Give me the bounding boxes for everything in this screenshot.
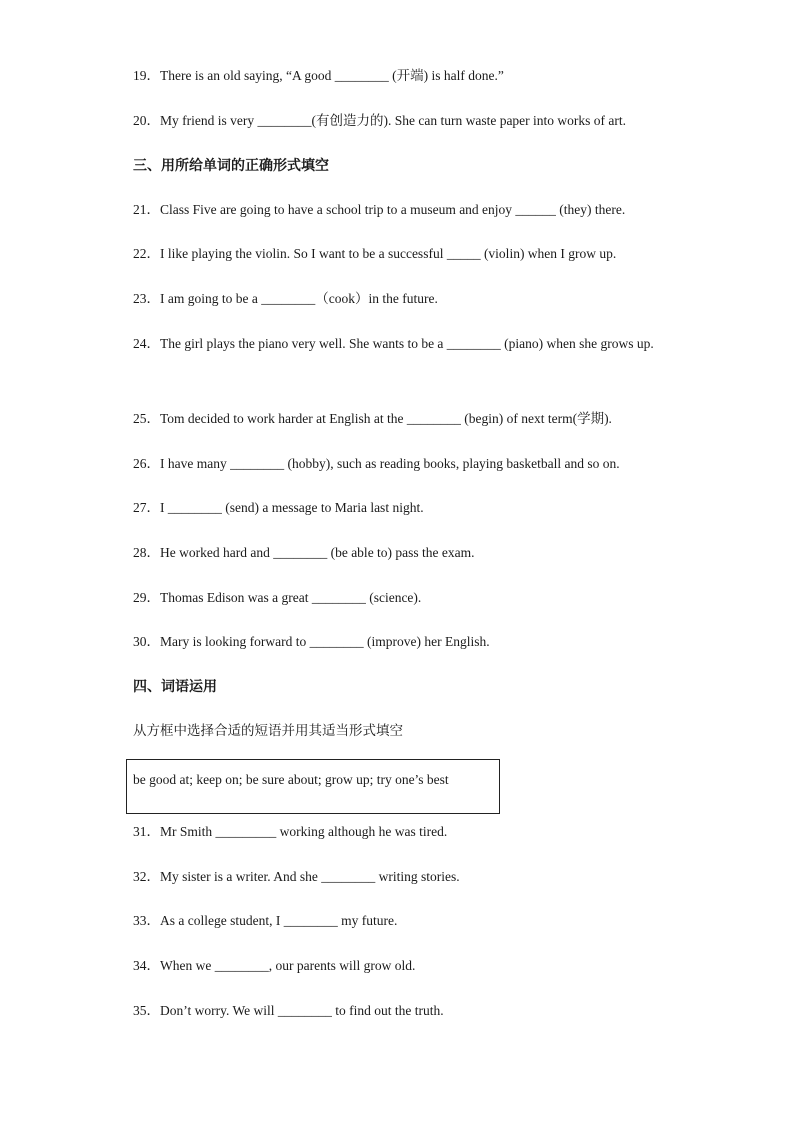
question-32: 32．My sister is a writer. And she ________ writing stories. [133, 869, 460, 884]
question-29: 29．Thomas Edison was a great ________ (science). [133, 590, 422, 605]
question-34: 34．When we ________, our parents will grow old. [133, 958, 416, 973]
question-23: 23．I am going to be a ________（cook）in the future. [133, 291, 438, 306]
question-21: 21．Class Five are going to have a school trip to a museum and enjoy ______ (they) there. [133, 202, 626, 217]
question-33: 33．As a college student, I ________ my future. [133, 913, 398, 928]
question-31: 31．Mr Smith _________ working although he was tired. [133, 824, 448, 839]
question-26: 26．I have many ________ (hobby), such as reading books, playing basketball and so on. [133, 456, 620, 471]
question-22: 22．I like playing the violin. So I want to be a successful _____ (violin) when I grow up. [133, 246, 617, 261]
question-30: 30．Mary is looking forward to ________ (improve) her English. [133, 634, 490, 649]
question-28: 28．He worked hard and ________ (be able to) pass the exam. [133, 545, 475, 560]
section-four-instruction: 从方框中选择合适的短语并用其适当形式填空 [133, 723, 403, 739]
section-four-title: 四、词语运用 [133, 679, 217, 695]
question-20: 20．My friend is very ________(有创造力的). She can turn waste paper into works of art. [133, 113, 627, 128]
word-box [126, 759, 500, 814]
word-box-text: be good at; keep on; be sure about; grow up; try one’s best [133, 772, 449, 787]
question-24: 24．The girl plays the piano very well. She wants to be a ________ (piano) when she grows up. [133, 336, 654, 351]
question-35: 35．Don’t worry. We will ________ to find out the truth. [133, 1003, 444, 1018]
question-19: 19．There is an old saying, “A good ________ (开端) is half done.” [133, 68, 504, 83]
section-three-title: 三、用所给单词的正确形式填空 [133, 158, 329, 174]
question-27: 27．I ________ (send) a message to Maria last night. [133, 500, 424, 515]
question-25: 25．Tom decided to work harder at English at the ________ (begin) of next term(学期). [133, 411, 612, 426]
